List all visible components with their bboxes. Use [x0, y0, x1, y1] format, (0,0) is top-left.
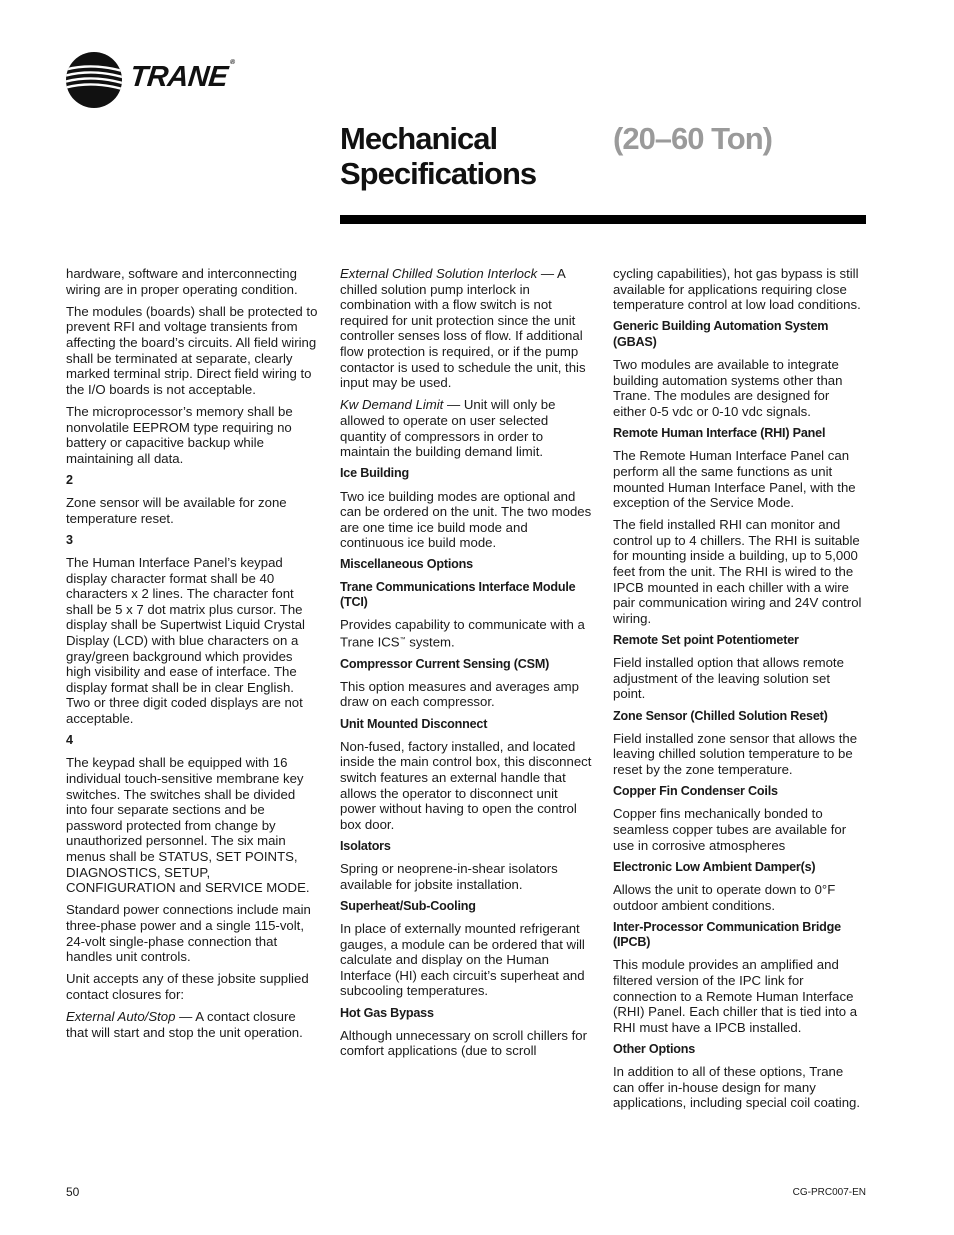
paragraph: The Human Interface Panel’s keypad display character format shall be 40 characters x 2 lines. The character font shall be 5 x 7 dot matrix plus cursor. The display shall be Supertwist Liquid Crystal Display (LCD) with blue characters on a gray/green background which provides high visibility and ease of interface. The display format shall be in clear English. Two or three digit coded displays are not acceptable. [66, 555, 305, 726]
paragraph: The field installed RHI can monitor and control up to 4 chillers. The RHI is suitable for mounting inside a building, up to 5,000 feet from the unit. The RHI is wired to the IPCB mounted in each chiller with a wire pair communication wiring and 24V control wiring. [613, 517, 862, 626]
paragraph: Zone sensor will be available for zone temperature reset. [66, 495, 287, 526]
paragraph: cycling capabilities), hot gas bypass is still available for applications requiring close temperature control at low load conditions. [613, 266, 861, 313]
paragraph: Non-fused, factory installed, and located inside the main control box, this disconnect switch features an external handle that allows the operator to disconnect unit power without having to open the control box door. [340, 738, 592, 832]
section-heading: Hot Gas Bypass [340, 1005, 434, 1020]
section-heading: Generic Building Automation System (GBAS) [613, 319, 829, 349]
trane-logo-icon [66, 52, 122, 108]
paragraph: Spring or neoprene-in-shear isolators available for jobsite installation. [340, 861, 558, 892]
paragraph: Kw Demand Limit — Unit will only be allowed to operate on user selected quantity of compressors in order to maintain the building demand limit. [340, 397, 556, 460]
paragraph: The microprocessor’s memory shall be nonvolatile EEPROM type requiring no battery or capacitive backup while maintaining all data. [66, 403, 293, 466]
paragraph: Although unnecessary on scroll chillers for comfort applications (due to scroll [340, 1027, 588, 1059]
text-column-3 [613, 266, 865, 1118]
section-heading: Superheat/Sub-Cooling [340, 898, 476, 913]
section-heading: Trane Communications Interface Module (TCI) [340, 579, 576, 610]
paragraph: This option measures and averages amp draw on each compressor. [340, 678, 579, 710]
page-title [340, 121, 536, 191]
document-code: CG-PRC007-EN [792, 1187, 866, 1198]
header-rule [340, 215, 866, 224]
paragraph: External Chilled Solution Interlock — A chilled solution pump interlock in combination with a flow switch is not required for unit protection since the unit controller senses loss of flow. If additional flow protection is required, or if the pump contactor is used to schedule the unit, this input may be used. [340, 266, 586, 391]
section-heading: Unit Mounted Disconnect [340, 716, 488, 731]
title-line-2: Specifications [340, 156, 537, 191]
section-heading: Miscellaneous Options [340, 557, 473, 572]
term: External Chilled Solution Interlock [340, 266, 538, 281]
paragraph: Two modules are available to integrate building automation systems other than Trane. The modules are designed for either 0-5 vdc or 0-10 vdc signals. [613, 357, 843, 419]
paragraph: The Remote Human Interface Panel can perform all the same functions as unit mounted Human Interface Panel, with the exception of the Service Mode. [613, 448, 856, 511]
page-number: 50 [66, 1185, 80, 1199]
text-column-1 [66, 266, 318, 1047]
paragraph: External Auto/Stop — A contact closure that will start and stop the unit operation. [66, 1009, 303, 1040]
term: Kw Demand Limit [340, 397, 444, 413]
paragraph: In addition to all of these options, Trane can offer in-house design for many applications, including special coil coating. [613, 1064, 861, 1111]
section-heading: Copper Fin Condenser Coils [613, 784, 778, 799]
section-heading: Other Options [613, 1042, 696, 1057]
note-number: 3 [66, 532, 74, 547]
trane-logo [66, 52, 266, 110]
section-heading: Ice Building [340, 466, 409, 481]
section-heading: Remote Human Interface (RHI) Panel [613, 426, 826, 441]
paragraph: Copper fins mechanically bonded to seamless copper tubes are available for use in corrosive atmospheres [613, 806, 847, 853]
paragraph: Unit accepts any of these jobsite supplied contact closures for: [66, 971, 309, 1002]
section-heading: Zone Sensor (Chilled Solution Reset) [613, 708, 828, 723]
paragraph: Provides capability to communicate with a Trane ICS™ system. [340, 617, 585, 650]
paragraph: hardware, software and interconnecting wiring are in proper operating condition. [66, 266, 298, 297]
logo-wordmark: TRANE® [128, 59, 236, 93]
section-heading: Remote Set point Potentiometer [613, 633, 799, 648]
paragraph: Allows the unit to operate down to 0°F outdoor ambient conditions. [613, 881, 836, 913]
note-number: 4 [66, 733, 74, 748]
paragraph: This module provides an amplified and filtered version of the IPC link for connection to a Remote Human Interface (RHI) Panel. Each chiller that is tied into a RHI must have a IPCB installed. [613, 957, 858, 1035]
term: External Auto/Stop [66, 1009, 176, 1025]
page-subtitle: (20–60 Ton) [613, 121, 772, 156]
paragraph: In place of externally mounted refrigerant gauges, a module can be ordered that will calculate and display on the Human Interface (HI) each circuit’s superheat and subcooling temperatures. [340, 921, 585, 999]
paragraph: The modules (boards) shall be protected to prevent RFI and voltage transients from affecting the board’s circuits. All field wiring shall be terminated at separate, clearly marked terminal strip. Direct field wiring to the I/O boards is not acceptable. [66, 303, 318, 397]
section-heading: Isolators [340, 838, 391, 853]
section-heading: Inter-Processor Communication Bridge (IPCB) [613, 919, 841, 950]
title-line-1: Mechanical [340, 121, 498, 156]
section-heading: Compressor Current Sensing (CSM) [340, 656, 550, 671]
paragraph: Two ice building modes are optional and can be ordered on the unit. The two modes are one time ice build mode and continuous ice build mode. [340, 488, 592, 551]
text-column-2 [340, 266, 592, 1066]
paragraph: Field installed option that allows remote adjustment of the leaving solution set point. [613, 655, 844, 702]
paragraph: The keypad shall be equipped with 16 individual touch-sensitive membrane key switches. The switches shall be divided into four separate sections and be password protected from change by unauthorized personnel. The six main menus shall be STATUS, SET POINTS, DIAGNOSTICS, SETUP, CONFIGURATION and SERVICE MODE. [66, 755, 310, 896]
paragraph: Standard power connections include main three-phase power and a single 115-volt, 24-volt single-phase connection that handles unit controls. [66, 902, 311, 965]
paragraph: Field installed zone sensor that allows the leaving chilled solution temperature to be reset by the zone temperature. [613, 730, 858, 777]
note-number: 2 [66, 472, 74, 487]
section-heading: Electronic Low Ambient Damper(s) [613, 859, 816, 874]
